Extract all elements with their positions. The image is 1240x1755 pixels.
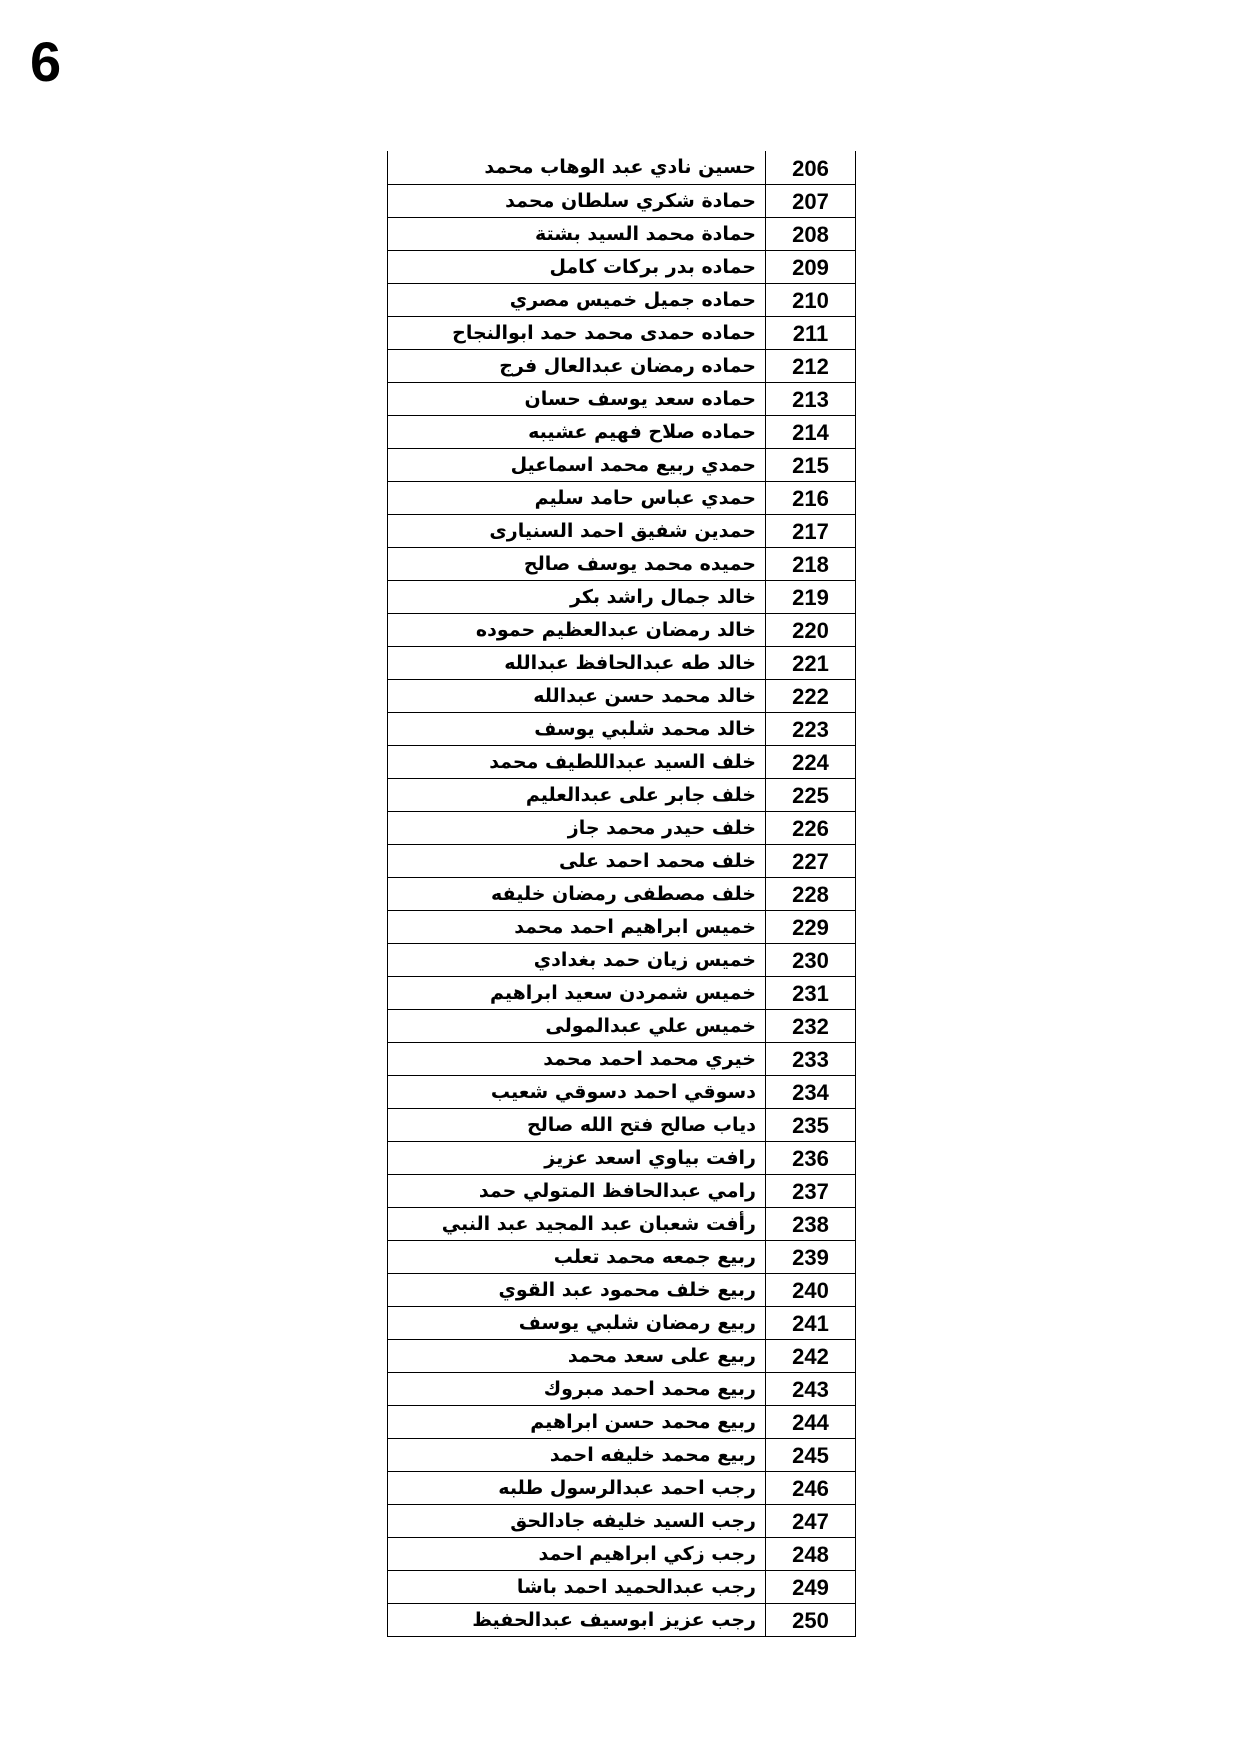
name-cell: خالد رمضان عبدالعظيم حموده <box>388 613 766 646</box>
table-row <box>388 514 856 547</box>
number-cell: 210 <box>766 283 856 316</box>
name-cell: خالد جمال راشد بكر <box>388 580 766 613</box>
table-row <box>388 943 856 976</box>
name-cell: خميس ابراهيم احمد محمد <box>388 910 766 943</box>
table-row <box>388 151 856 184</box>
table-row <box>388 1141 856 1174</box>
name-cell: ربيع محمد خليفه احمد <box>388 1438 766 1471</box>
table-row <box>388 1273 856 1306</box>
number-cell: 239 <box>766 1240 856 1273</box>
table-row <box>388 910 856 943</box>
name-cell: ربيع جمعه محمد تعلب <box>388 1240 766 1273</box>
number-cell: 215 <box>766 448 856 481</box>
number-cell: 248 <box>766 1537 856 1570</box>
name-cell: رأفت شعبان عبد المجيد عبد النبي <box>388 1207 766 1240</box>
name-cell: خلف مصطفى رمضان خليفه <box>388 877 766 910</box>
table-row <box>388 1339 856 1372</box>
number-cell: 218 <box>766 547 856 580</box>
table-row <box>388 778 856 811</box>
table-row <box>388 1537 856 1570</box>
name-cell: حماده صلاح فهيم عشيبه <box>388 415 766 448</box>
table-row <box>388 1207 856 1240</box>
name-cell: خيري محمد احمد محمد <box>388 1042 766 1075</box>
name-cell: رافت بياوي اسعد عزيز <box>388 1141 766 1174</box>
table-row <box>388 1471 856 1504</box>
number-cell: 233 <box>766 1042 856 1075</box>
number-cell: 206 <box>766 151 856 184</box>
name-cell: رجب احمد عبدالرسول طلبه <box>388 1471 766 1504</box>
number-cell: 244 <box>766 1405 856 1438</box>
number-cell: 231 <box>766 976 856 1009</box>
table-row <box>388 1570 856 1603</box>
name-cell: دياب صالح فتح الله صالح <box>388 1108 766 1141</box>
number-cell: 243 <box>766 1372 856 1405</box>
name-cell: خلف جابر على عبدالعليم <box>388 778 766 811</box>
number-cell: 223 <box>766 712 856 745</box>
name-cell: خلف حيدر محمد جاز <box>388 811 766 844</box>
number-cell: 225 <box>766 778 856 811</box>
number-cell: 246 <box>766 1471 856 1504</box>
table-row <box>388 844 856 877</box>
number-cell: 238 <box>766 1207 856 1240</box>
number-cell: 221 <box>766 646 856 679</box>
name-cell: ربيع رمضان شلبي يوسف <box>388 1306 766 1339</box>
table-row <box>388 217 856 250</box>
number-cell: 234 <box>766 1075 856 1108</box>
table-row <box>388 1438 856 1471</box>
name-cell: رجب زكي ابراهيم احمد <box>388 1537 766 1570</box>
number-cell: 236 <box>766 1141 856 1174</box>
number-cell: 209 <box>766 250 856 283</box>
number-cell: 222 <box>766 679 856 712</box>
table-row <box>388 1009 856 1042</box>
names-table <box>387 151 856 1637</box>
table-row <box>388 976 856 1009</box>
name-cell: رجب عبدالحميد احمد باشا <box>388 1570 766 1603</box>
table-row <box>388 1372 856 1405</box>
number-cell: 241 <box>766 1306 856 1339</box>
name-cell: ربيع محمد احمد مبروك <box>388 1372 766 1405</box>
number-cell: 227 <box>766 844 856 877</box>
table-row <box>388 811 856 844</box>
number-cell: 247 <box>766 1504 856 1537</box>
table-row <box>388 1405 856 1438</box>
number-cell: 219 <box>766 580 856 613</box>
number-cell: 229 <box>766 910 856 943</box>
table-row <box>388 1504 856 1537</box>
number-cell: 232 <box>766 1009 856 1042</box>
table-row <box>388 646 856 679</box>
number-cell: 242 <box>766 1339 856 1372</box>
number-cell: 211 <box>766 316 856 349</box>
table-row <box>388 613 856 646</box>
name-cell: حميده محمد يوسف صالح <box>388 547 766 580</box>
table-row <box>388 481 856 514</box>
number-cell: 249 <box>766 1570 856 1603</box>
table-row <box>388 1603 856 1636</box>
number-cell: 212 <box>766 349 856 382</box>
name-cell: رجب عزيز ابوسيف عبدالحفيظ <box>388 1603 766 1636</box>
number-cell: 213 <box>766 382 856 415</box>
name-cell: حمدي ربيع محمد اسماعيل <box>388 448 766 481</box>
name-cell: حمدي عباس حامد سليم <box>388 481 766 514</box>
table-row <box>388 745 856 778</box>
name-cell: حماده حمدى محمد حمد ابوالنجاح <box>388 316 766 349</box>
table-row <box>388 679 856 712</box>
name-cell: خالد محمد حسن عبدالله <box>388 679 766 712</box>
number-cell: 240 <box>766 1273 856 1306</box>
number-cell: 235 <box>766 1108 856 1141</box>
number-cell: 207 <box>766 184 856 217</box>
number-cell: 228 <box>766 877 856 910</box>
table-row <box>388 547 856 580</box>
table-row <box>388 1042 856 1075</box>
name-cell: حماده سعد يوسف حسان <box>388 382 766 415</box>
number-cell: 226 <box>766 811 856 844</box>
name-cell: ربيع محمد حسن ابراهيم <box>388 1405 766 1438</box>
name-cell: ربيع على سعد محمد <box>388 1339 766 1372</box>
name-cell: حمادة محمد السيد بشتة <box>388 217 766 250</box>
table-row <box>388 250 856 283</box>
name-cell: حسين نادي عبد الوهاب محمد <box>388 151 766 184</box>
number-cell: 224 <box>766 745 856 778</box>
table-row <box>388 580 856 613</box>
table-row <box>388 382 856 415</box>
table-row <box>388 1075 856 1108</box>
name-cell: رامي عبدالحافظ المتولي حمد <box>388 1174 766 1207</box>
name-cell: خميس شمردن سعيد ابراهيم <box>388 976 766 1009</box>
table-row <box>388 1108 856 1141</box>
name-cell: حماده بدر بركات كامل <box>388 250 766 283</box>
name-cell: رجب السيد خليفه جادالحق <box>388 1504 766 1537</box>
number-cell: 216 <box>766 481 856 514</box>
number-cell: 217 <box>766 514 856 547</box>
number-cell: 220 <box>766 613 856 646</box>
page-number: 6 <box>30 30 62 93</box>
table-row <box>388 283 856 316</box>
table-row <box>388 316 856 349</box>
number-cell: 208 <box>766 217 856 250</box>
number-cell: 230 <box>766 943 856 976</box>
table-row <box>388 712 856 745</box>
table-row <box>388 184 856 217</box>
table-row <box>388 349 856 382</box>
table-row <box>388 448 856 481</box>
name-cell: خميس علي عبدالمولى <box>388 1009 766 1042</box>
name-cell: خلف السيد عبداللطيف محمد <box>388 745 766 778</box>
table-row <box>388 415 856 448</box>
name-cell: خميس زيان حمد بغدادي <box>388 943 766 976</box>
name-cell: ربيع خلف محمود عبد القوي <box>388 1273 766 1306</box>
table-row <box>388 1174 856 1207</box>
name-cell: حماده رمضان عبدالعال فرج <box>388 349 766 382</box>
number-cell: 214 <box>766 415 856 448</box>
names-table-body <box>388 151 856 1636</box>
table-row <box>388 877 856 910</box>
name-cell: دسوقي احمد دسوقي شعيب <box>388 1075 766 1108</box>
number-cell: 245 <box>766 1438 856 1471</box>
name-cell: خالد طه عبدالحافظ عبدالله <box>388 646 766 679</box>
table-row <box>388 1240 856 1273</box>
table-row <box>388 1306 856 1339</box>
name-cell: خالد محمد شلبي يوسف <box>388 712 766 745</box>
name-cell: حمدين شفيق احمد السنيارى <box>388 514 766 547</box>
name-cell: حماده جميل خميس مصري <box>388 283 766 316</box>
name-cell: خلف محمد احمد على <box>388 844 766 877</box>
number-cell: 250 <box>766 1603 856 1636</box>
number-cell: 237 <box>766 1174 856 1207</box>
name-cell: حمادة شكري سلطان محمد <box>388 184 766 217</box>
